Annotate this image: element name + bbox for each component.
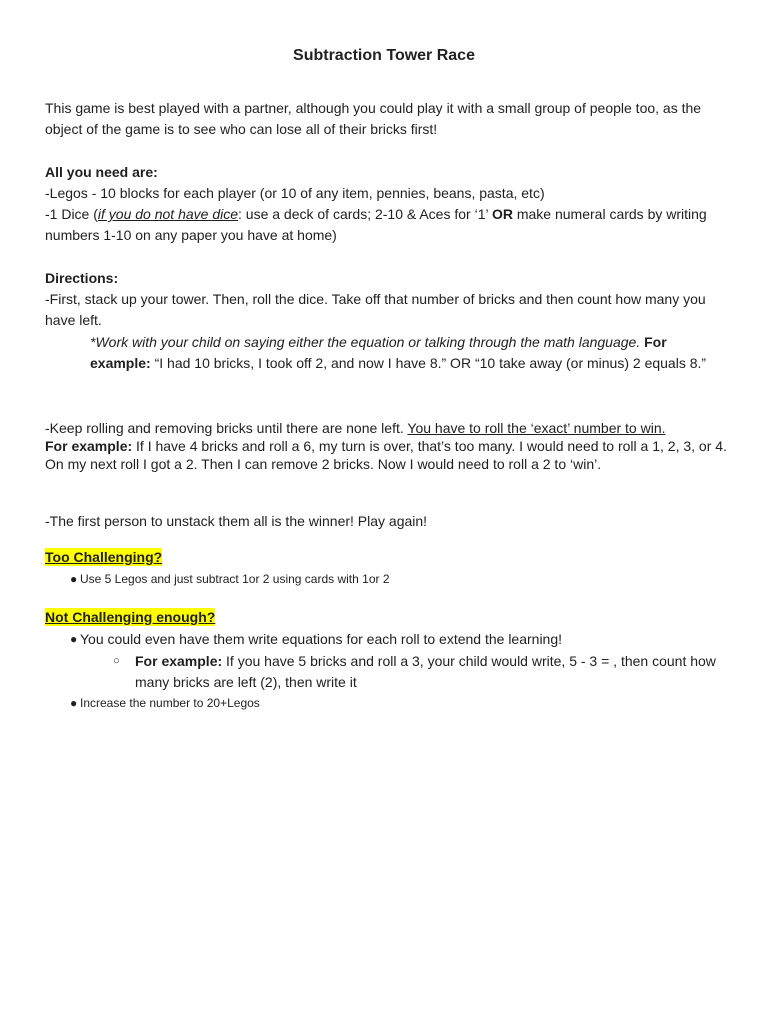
keep-text-start: -Keep rolling and removing bricks until there are none left. <box>45 420 408 436</box>
keep-example-text: If I have 4 bricks and roll a 6, my turn is over, that’s too many. I would need to roll a 1, 2, 3, or 4. On my next roll I got a 2. Then I can remove 2 bricks. Now I would need to roll a 2 to ‘win’. <box>45 438 727 472</box>
not-challenging-sub-bullet <box>113 651 735 693</box>
note-example-label: For example: <box>90 334 667 371</box>
directions-note <box>90 332 730 374</box>
directions-section <box>45 268 735 331</box>
materials-heading: All you need are: <box>45 164 158 180</box>
not-challenging-bullet-1 <box>70 629 563 650</box>
note-example-text: “I had 10 bricks, I took off 2, and now I have 8.” OR “10 take away (or minus) 2 equals 8.” <box>154 355 707 371</box>
not-challenging-bullet-1-text: You could even have them write equations for each roll to extend the learning! <box>80 631 563 647</box>
dice-text-end: make numeral cards by writing numbers 1-10 on any paper you have at home) <box>45 206 707 243</box>
sub-bullet-example-text: If you have 5 bricks and roll a 3, your child would write, 5 - 3 = , then count how many bricks are left (2), then write it <box>135 653 716 690</box>
not-challenging-heading: Not Challenging enough? <box>45 609 216 625</box>
page-title: Subtraction Tower Race <box>293 47 475 64</box>
directions-heading: Directions: <box>45 270 119 286</box>
exact-number-rule: You have to roll the ‘exact’ number to win. <box>407 420 666 436</box>
not-challenging-bullet-2 <box>70 694 260 712</box>
sub-bullet-example-label: For example: <box>135 653 223 669</box>
bullet-dot-icon: ● <box>70 696 78 710</box>
dice-or-bold: OR <box>491 206 513 222</box>
too-challenging-bullet-text: Use 5 Legos and just subtract 1or 2 using cards with 1or 2 <box>80 572 390 586</box>
dice-text-middle: : use a deck of cards; 2-10 & Aces for ‘1’ <box>238 206 492 222</box>
materials-legos-line: -Legos - 10 blocks for each player (or 10 of any item, pennies, beans, pasta, etc) <box>45 185 545 201</box>
keep-example-label: For example: <box>45 438 133 454</box>
intro-paragraph: This game is best played with a partner, although you could play it with a small group of people too, as the object of the game is to see who can lose all of their bricks first! <box>45 100 702 137</box>
winner-line: -The first person to unstack them all is the winner! Play again! <box>45 513 428 529</box>
bullet-dot-icon: ● <box>70 572 78 586</box>
directions-first-line: -First, stack up your tower. Then, roll the dice. Take off that number of bricks and then count how many you have left. <box>45 291 706 328</box>
keep-rolling-paragraph <box>45 419 735 473</box>
materials-section <box>45 162 735 246</box>
sub-bullet-circle-icon: ○ <box>113 655 120 667</box>
too-challenging-bullet <box>70 570 390 588</box>
bullet-dot-icon: ● <box>70 632 78 646</box>
too-challenging-heading: Too Challenging? <box>45 549 163 565</box>
dice-text-start: -1 Dice ( <box>45 206 98 222</box>
dice-alternative-italic: if you do not have dice <box>97 206 239 222</box>
note-italic-text: *Work with your child on saying either the equation or talking through the math language. <box>90 334 641 350</box>
not-challenging-bullet-2-text: Increase the number to 20+Legos <box>80 696 260 710</box>
materials-dice-line <box>45 204 735 246</box>
